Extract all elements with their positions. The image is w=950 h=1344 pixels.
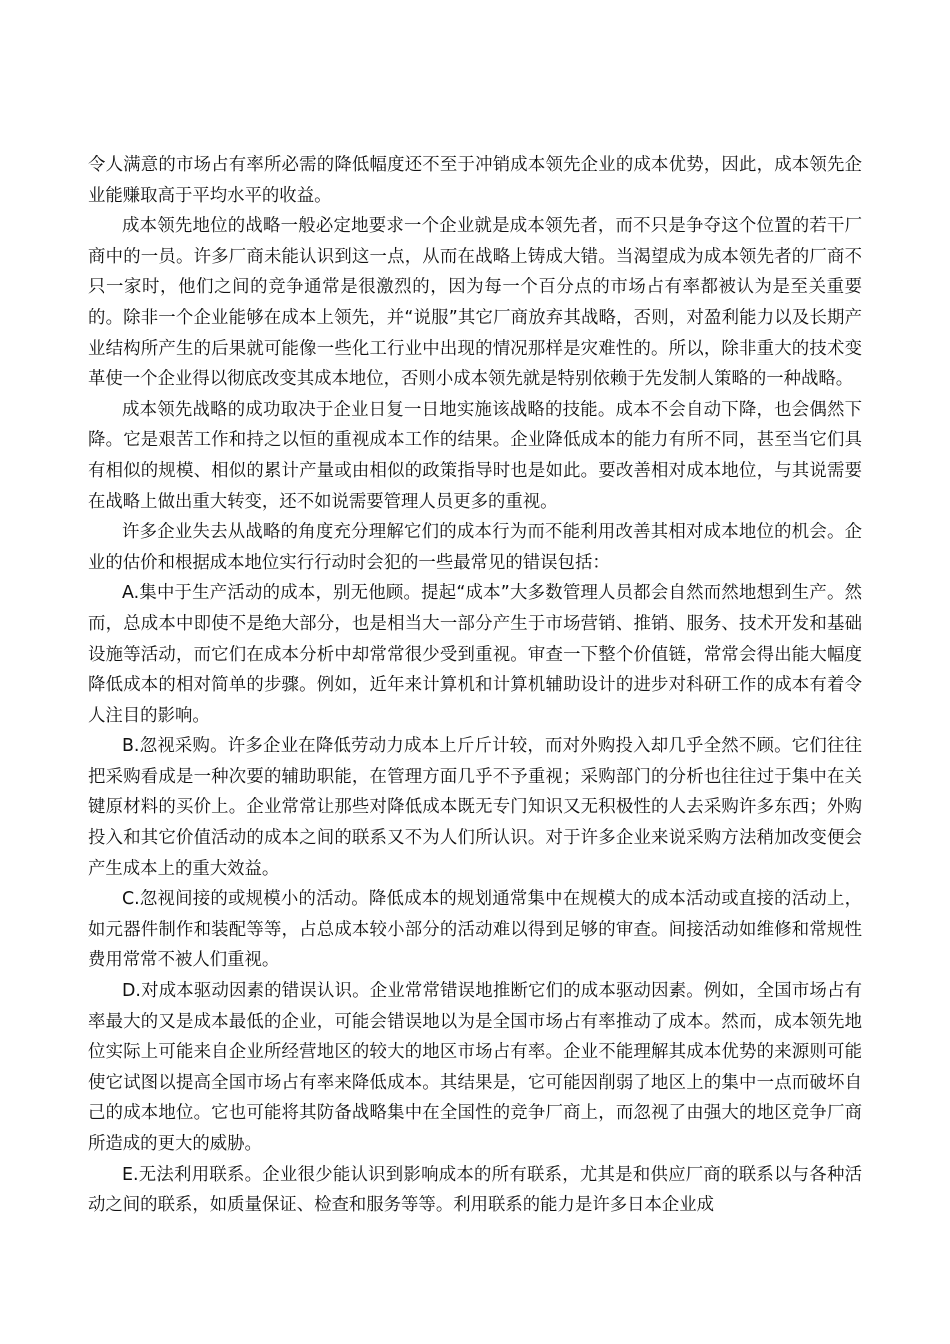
paragraph-error-a: A.集中于生产活动的成本，别无他顾。提起“成本”大多数管理人员都会自然而然地想到生产。然而，总成本中即使不是绝大部分，也是相当大一部分产生于市场营销、推销、服务、技术开发和基础设施等活动，而它们在成本分析中却常常很少受到重视。审查一下整个价值链，常常会得出能大幅度降低成本的相对简单的步骤。例如，近年来计算机和计算机辅助设计的进步对科研工作的成本有着令人注目的影响。 [88, 583, 862, 726]
paragraph-common-errors-intro: 许多企业失去从战略的角度充分理解它们的成本行为而不能利用改善其相对成本地位的机会。企业的估价和根据成本地位实行行动时会犯的一些最常见的错误包括： [88, 522, 862, 573]
paragraph-error-e: E.无法利用联系。企业很少能认识到影响成本的所有联系，尤其是和供应厂商的联系以与各种活动之间的联系，如质量保证、检查和服务等等。利用联系的能力是许多日本企业成 [88, 1164, 862, 1216]
paragraph-continuation: 令人满意的市场占有率所必需的降低幅度还不至于冲销成本领先企业的成本优势，因此，成本领先企业能赚取高于平均水平的收益。 [88, 155, 862, 206]
paragraph-error-d: D.对成本驱动因素的错误认识。企业常常错误地推断它们的成本驱动因素。例如，全国市场占有率最大的又是成本最低的企业，可能会错误地以为是全国市场占有率推动了成本。然而，成本领先地位实际上可能来自企业所经营地区的较大的地区市场占有率。企业不能理解其成本优势的来源则可能使它试图以提高全国市场占有率来降低成本。其结果是，它可能因削弱了地区上的集中一点而破坏自己的成本地位。它也可能将其防备战略集中在全国性的竞争厂商上，而忽视了由强大的地区竞争厂商所造成的更大的威胁。 [88, 981, 862, 1154]
paragraph-cost-leadership-position: 成本领先地位的战略一般必定地要求一个企业就是成本领先者，而不只是争夺这个位置的若干厂商中的一员。许多厂商未能认识到这一点，从而在战略上铸成大错。当渴望成为成本领先者的厂商不只一家时，他们之间的竞争通常是很激烈的，因为每一个百分点的市场占有率都被认为是至关重要的。除非一个企业能够在成本上领先，并“说服”其它厂商放弃其战略，否则，对盈利能力以及长期产业结构所产生的后果就可能像一些化工行业中出现的情况那样是灾难性的。所以，除非重大的技术变革使一个企业得以彻底改变其成本地位，否则小成本领先就是特别依赖于先发制人策略的一种战略。 [88, 216, 862, 390]
paragraph-error-c: C.忽视间接的或规模小的活动。降低成本的规划通常集中在规模大的成本活动或直接的活动上，如元器件制作和装配等等，占总成本较小部分的活动难以得到足够的审查。间接活动如维修和常规性费用常常不被人们重视。 [88, 889, 862, 971]
paragraph-error-b: B.忽视采购。许多企业在降低劳动力成本上斤斤计较，而对外购投入却几乎全然不顾。它们往往把采购看成是一种次要的辅助职能，在管理方面几乎不予重视；采购部门的分析也往往过于集中在关键原材料的买价上。企业常常让那些对降低成本既无专门知识又无积极性的人去采购许多东西；外购投入和其它价值活动的成本之间的联系又不为人们所认识。对于许多企业来说采购方法稍加改变便会产生成本上的重大效益。 [88, 736, 862, 879]
document-body [88, 150, 862, 1221]
paragraph-strategy-success: 成本领先战略的成功取决于企业日复一日地实施该战略的技能。成本不会自动下降，也会偶然下降。它是艰苦工作和持之以恒的重视成本工作的结果。企业降低成本的能力有所不同，甚至当它们具有相似的规模、相似的累计产量或由相似的政策指导时也是如此。要改善相对成本地位，与其说需要在战略上做出重大转变，还不如说需要管理人员更多的重视。 [88, 399, 862, 512]
